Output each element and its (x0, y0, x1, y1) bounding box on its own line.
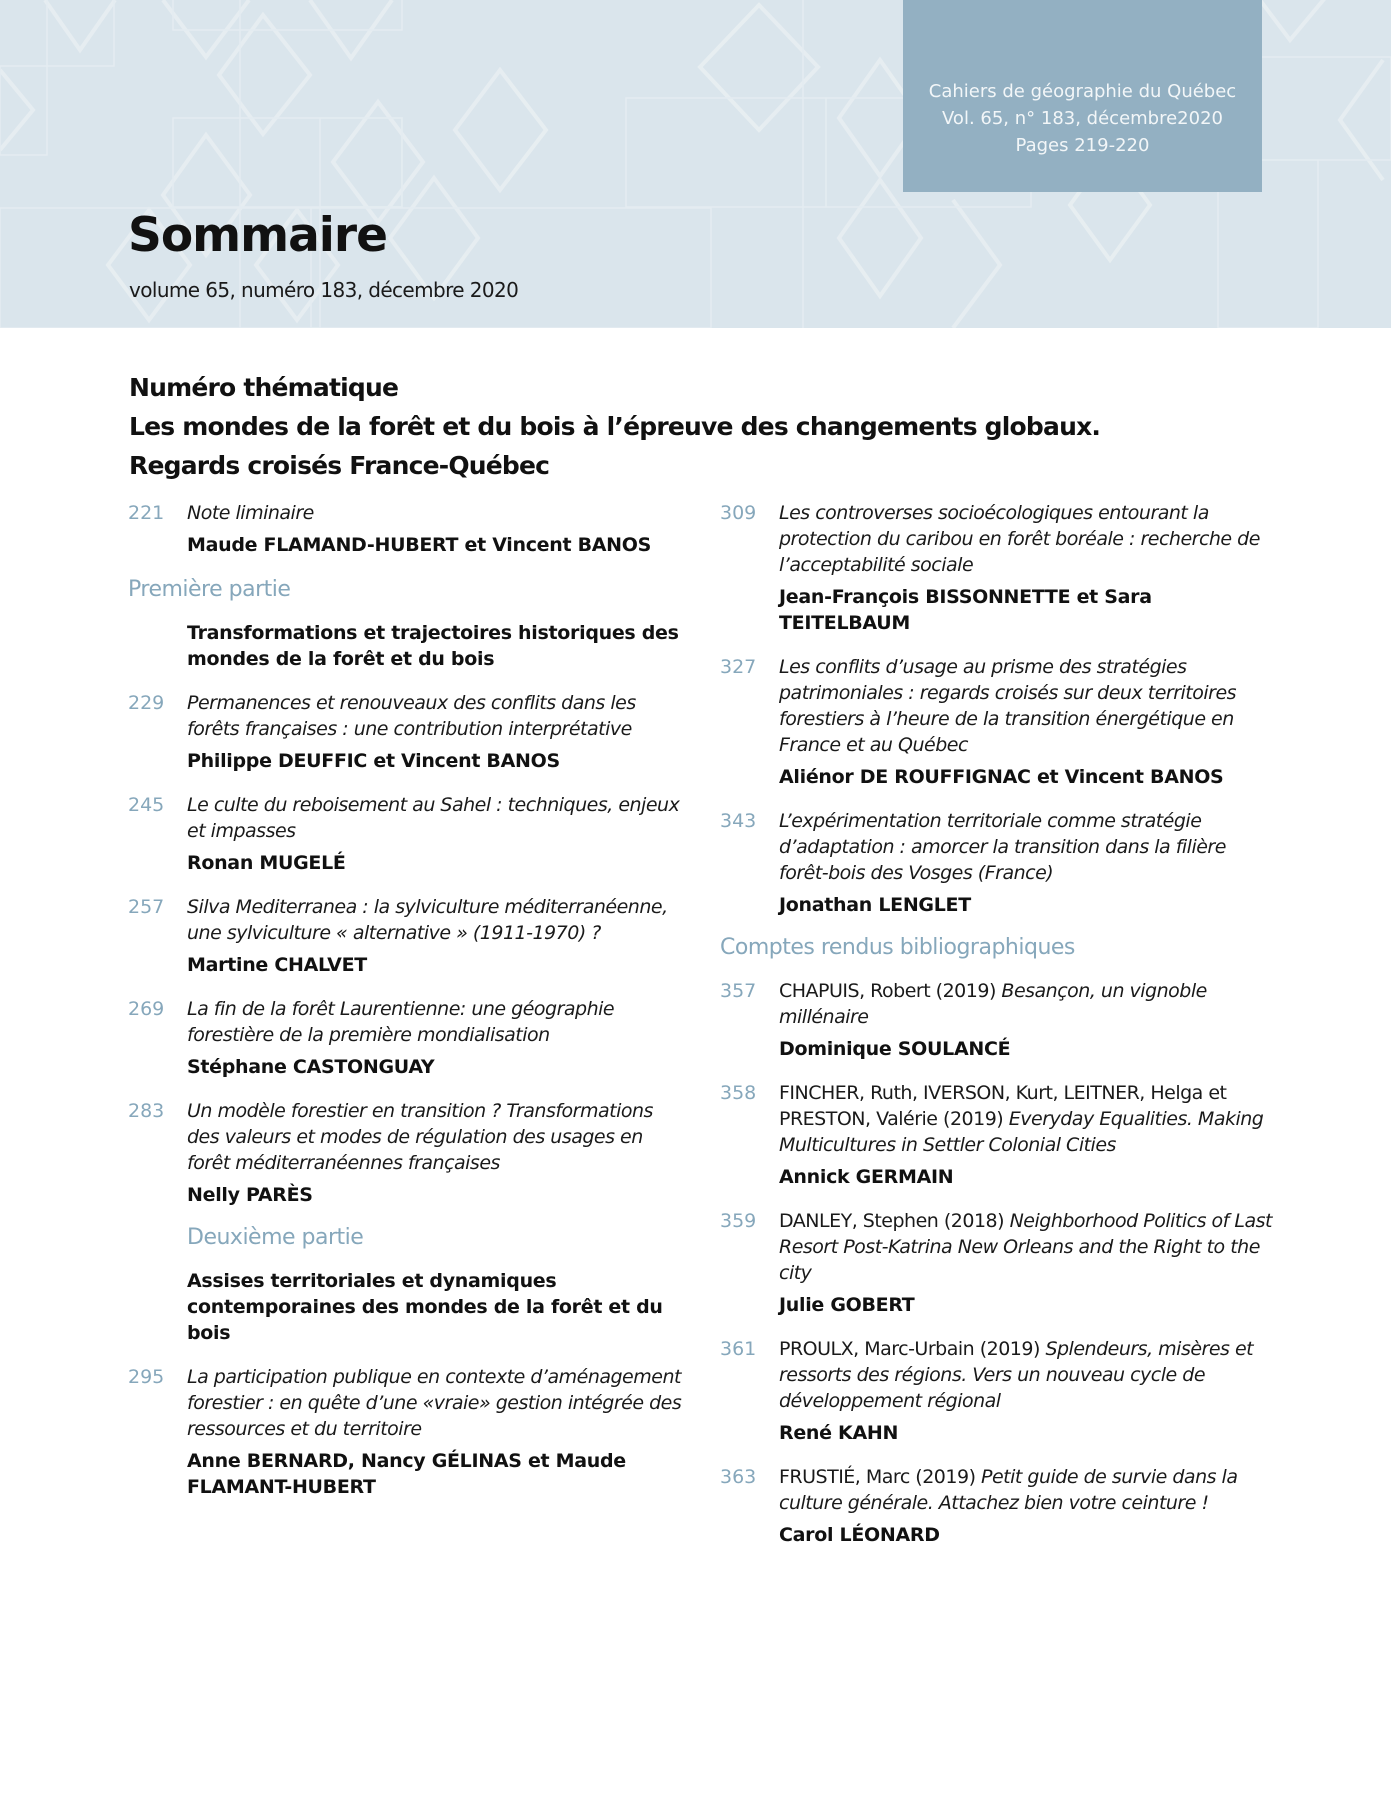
page-number: 269 (128, 998, 165, 1020)
theme-label: Numéro thématique (129, 373, 399, 402)
article-authors: Nelly PARÈS (187, 1184, 313, 1206)
book-title: Splendeurs, misères et ressorts des régions. Vers un nouveau cycle de développement régional (779, 1338, 1254, 1412)
section-subheading-part-2: Assises territoriales et dynamiques contemporaines des mondes de la forêt et du bois (187, 1270, 663, 1344)
reviewer: René KAHN (779, 1422, 899, 1444)
article-title: La fin de la forêt Laurentienne: une géographie forestière de la première mondialisation (187, 998, 615, 1046)
article-title: L’expérimentation territoriale comme stratégie d’adaptation : amorcer la transition dans la filière forêt-bois des Vosges (France) (779, 810, 1226, 884)
toc-entry[interactable] (128, 1364, 688, 1500)
page-number: 343 (720, 810, 757, 832)
review-entry[interactable] (720, 1336, 1280, 1446)
toc-entry[interactable] (720, 808, 1280, 918)
page-number: 245 (128, 794, 165, 816)
theme-title-line-2: Regards croisés France-Québec (129, 451, 550, 480)
review-entry[interactable] (720, 1208, 1280, 1318)
article-title: Les controverses socioécologiques entourant la protection du caribou en forêt boréale : recherche de l’acceptabilité sociale (779, 502, 1260, 576)
section-subheading-part-1: Transformations et trajectoires historiques des mondes de la forêt et du bois (187, 622, 679, 670)
article-authors: Martine CHALVET (187, 954, 367, 976)
review-reference: FINCHER, Ruth, IVERSON, Kurt, LEITNER, Helga et PRESTON, Valérie (2019) (779, 1082, 1227, 1130)
article-title: Un modèle forestier en transition ? Transformations des valeurs et modes de régulation des usages en forêt méditerranéennes françaises (187, 1100, 653, 1174)
page-number: 327 (720, 656, 757, 678)
page-number: 221 (128, 502, 165, 524)
review-reference: FRUSTIÉ, Marc (2019) (779, 1466, 982, 1488)
page-number: 359 (720, 1210, 757, 1232)
journal-pages: Pages 219-220 (1015, 135, 1150, 156)
page-number: 229 (128, 692, 165, 714)
section-label-reviews: Comptes rendus bibliographiques (720, 935, 1075, 960)
article-authors: Jean-François BISSONNETTE et Sara TEITELBAUM (779, 586, 1152, 634)
header-band (0, 0, 1391, 328)
page-number: 309 (720, 502, 757, 524)
article-authors: Anne BERNARD, Nancy GÉLINAS et Maude FLAMANT-HUBERT (187, 1450, 626, 1498)
reviewer: Annick GERMAIN (779, 1166, 954, 1188)
toc-entry[interactable] (128, 690, 688, 774)
toc-entry[interactable] (720, 500, 1280, 636)
article-title: Les conflits d’usage au prisme des stratégies patrimoniales : regards croisés sur deux territoires forestiers à l’heure de la transition énergétique en France et au Québec (779, 656, 1237, 756)
theme-title-line-1: Les mondes de la forêt et du bois à l’épreuve des changements globaux. (129, 412, 1101, 441)
book-title: Petit guide de survie dans la culture générale. Attachez bien votre ceinture ! (779, 1466, 1238, 1514)
review-reference: DANLEY, Stephen (2018) (779, 1210, 1010, 1232)
review-entry[interactable] (720, 978, 1280, 1062)
page-number: 361 (720, 1338, 757, 1360)
journal-name: Cahiers de géographie du Québec (928, 81, 1237, 102)
reviewer: Julie GOBERT (779, 1294, 915, 1316)
theme-heading (129, 368, 1100, 485)
review-reference: PROULX, Marc-Urbain (2019) (779, 1338, 1046, 1360)
article-title: Silva Mediterranea : la sylviculture méditerranéenne, une sylviculture « alternative » (1911-1970) ? (187, 896, 668, 944)
toc-entry[interactable] (128, 996, 688, 1080)
toc-right-column (720, 500, 1280, 1548)
book-title: Everyday Equalities. Making Multicultures in Settler Colonial Cities (779, 1108, 1264, 1156)
article-authors: Jonathan LENGLET (779, 894, 971, 916)
page-number: 295 (128, 1366, 165, 1388)
page-subtitle: volume 65, numéro 183, décembre 2020 (129, 278, 519, 302)
book-title: Neighborhood Politics of Last Resort Post-Katrina New Orleans and the Right to the city (779, 1210, 1272, 1284)
article-title: La participation publique en contexte d’aménagement forestier : en quête d’une «vraie» gestion intégrée des ressources et du territoire (187, 1366, 682, 1440)
section-label-part-2: Deuxième partie (187, 1225, 364, 1250)
article-authors: Stéphane CASTONGUAY (187, 1056, 435, 1078)
article-authors: Ronan MUGELÉ (187, 852, 346, 874)
page-number: 283 (128, 1100, 165, 1122)
article-title: Note liminaire (187, 502, 314, 524)
toc-entry[interactable] (128, 792, 688, 876)
article-authors: Philippe DEUFFIC et Vincent BANOS (187, 750, 560, 772)
toc-entry[interactable] (128, 500, 688, 558)
page-number: 257 (128, 896, 165, 918)
reviewer: Carol LÉONARD (779, 1524, 940, 1546)
journal-volume: Vol. 65, n° 183, décembre2020 (942, 108, 1223, 129)
reviewer: Dominique SOULANCÉ (779, 1038, 1011, 1060)
review-entry[interactable] (720, 1464, 1280, 1548)
article-authors: Maude FLAMAND-HUBERT et Vincent BANOS (187, 534, 652, 556)
toc-left-column (128, 500, 688, 1500)
journal-info-box (903, 0, 1262, 192)
section-label-part-1: Première partie (128, 577, 291, 602)
review-entry[interactable] (720, 1080, 1280, 1190)
page-number: 358 (720, 1082, 757, 1104)
toc-entry[interactable] (128, 894, 688, 978)
page-number: 363 (720, 1466, 757, 1488)
page-number: 357 (720, 980, 757, 1002)
article-authors: Aliénor DE ROUFFIGNAC et Vincent BANOS (779, 766, 1224, 788)
page-title: Sommaire (128, 208, 387, 263)
article-title: Permanences et renouveaux des conflits dans les forêts françaises : une contribution interprétative (187, 692, 636, 740)
toc-entry[interactable] (128, 1098, 688, 1208)
toc-entry[interactable] (720, 654, 1280, 790)
article-title: Le culte du reboisement au Sahel : techniques, enjeux et impasses (187, 794, 680, 842)
book-title: Besançon, un vignoble millénaire (779, 980, 1207, 1028)
review-reference: CHAPUIS, Robert (2019) (779, 980, 1002, 1002)
